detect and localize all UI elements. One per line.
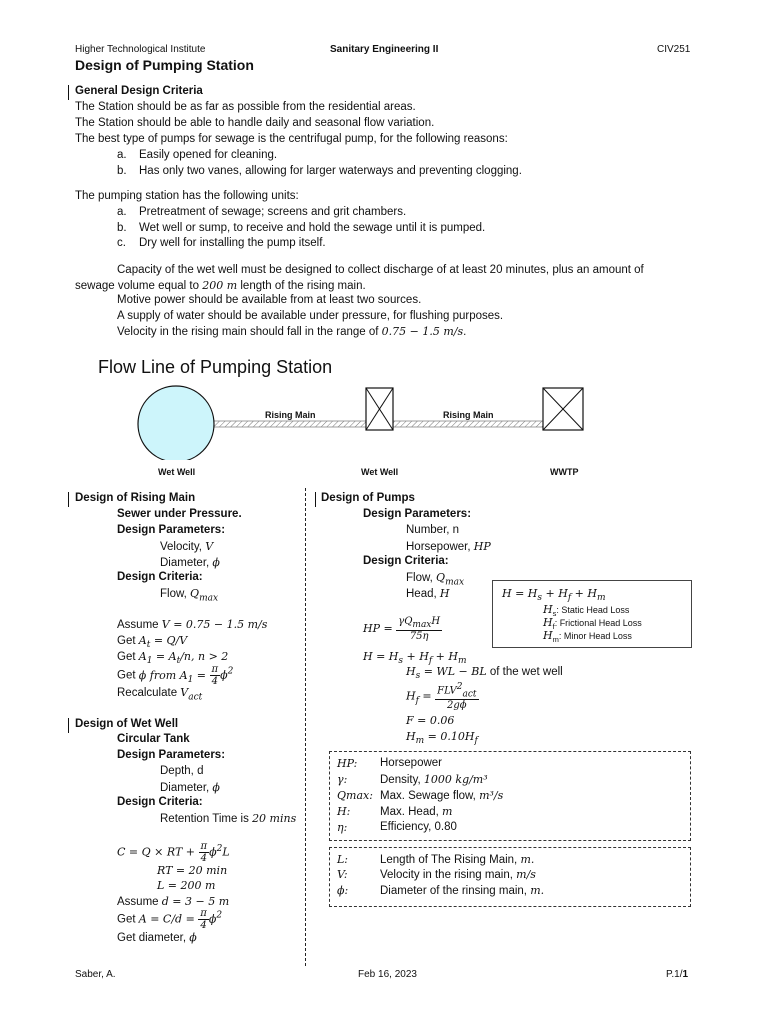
legend-entry bbox=[380, 773, 488, 786]
legend-text: Max. Sewage flow, bbox=[380, 790, 476, 802]
rising-sub: Sewer under Pressure. bbox=[117, 508, 242, 520]
rising-get-phi-eq: = bbox=[193, 668, 210, 682]
flow-diagram bbox=[0, 380, 768, 460]
pumps-param-hp-sym: HP bbox=[473, 540, 491, 553]
rising-get-phi-num: π bbox=[211, 664, 219, 675]
pumps-criteria-flow bbox=[406, 571, 464, 587]
head-loss-eq-mid: + H bbox=[542, 587, 568, 600]
legend-math: m bbox=[442, 805, 453, 818]
wet-well-circle bbox=[138, 386, 214, 460]
rising-criteria-flow-text: Flow, bbox=[160, 588, 187, 600]
hf-formula-sub: f bbox=[415, 695, 419, 706]
footer-date: Feb 16, 2023 bbox=[358, 969, 417, 980]
hs-formula-rest: = WL − BL bbox=[420, 665, 487, 678]
head-loss-eq-f: f bbox=[567, 593, 572, 604]
rising-criteria-flow-sub: max bbox=[199, 593, 219, 604]
legend-text: Diameter of the rinsing main, bbox=[380, 885, 528, 897]
rising-params-label: Design Parameters: bbox=[117, 524, 226, 536]
hs-formula-tail: of the wet well bbox=[489, 666, 563, 678]
head-loss-item-sym: H bbox=[543, 616, 553, 629]
wetwell-assume bbox=[117, 895, 229, 908]
head-loss-eq-a: H = H bbox=[502, 587, 538, 600]
legend-text: Length of The Rising Main, bbox=[380, 854, 518, 866]
head-loss-item bbox=[543, 629, 632, 644]
hs-formula-sub: s bbox=[415, 671, 421, 682]
rising-get-phi-sub: 1 bbox=[187, 674, 194, 685]
rising-assume-pre: Assume bbox=[117, 619, 159, 631]
head-loss-equation bbox=[502, 587, 606, 603]
wetwell-retention-pre: Retention Time is bbox=[160, 813, 249, 825]
wetwell-get-diameter bbox=[117, 931, 197, 944]
pumps-param-hp-text: Horsepower, bbox=[406, 541, 471, 553]
list-marker: c. bbox=[117, 237, 126, 249]
head-loss-item-sub: f bbox=[552, 621, 555, 631]
general-heading: General Design Criteria bbox=[75, 85, 203, 97]
head-loss-item-text: : Minor Head Loss bbox=[558, 631, 632, 641]
head-formula-mid: + H bbox=[403, 650, 429, 663]
hp-formula-lhs: HP = bbox=[363, 622, 397, 635]
wetwell-param-diameter-text: Diameter, bbox=[160, 782, 210, 794]
hm-formula bbox=[406, 730, 478, 746]
rising-get-a1-rest: /n, n > 2 bbox=[180, 650, 229, 663]
wetwell-eq-c-tail: L bbox=[222, 845, 230, 859]
hm-formula-sub: m bbox=[415, 736, 425, 747]
rising-get-phi-sup: 2 bbox=[227, 666, 234, 677]
hf-formula bbox=[406, 682, 479, 711]
rising-recalc-sub: act bbox=[188, 692, 203, 703]
rising-get-at-rest: = Q/V bbox=[150, 634, 188, 647]
list-marker: b. bbox=[117, 165, 127, 177]
wetwell-assume-pre: Assume bbox=[117, 896, 159, 908]
section-marker bbox=[68, 85, 69, 100]
rising-recalc bbox=[117, 686, 202, 702]
rising-criteria-label: Design Criteria: bbox=[117, 571, 203, 583]
head-loss-item-text: : Frictional Head Loss bbox=[554, 618, 642, 628]
wetwell-assume-math: d = 3 − 5 m bbox=[161, 895, 230, 908]
hs-formula-lhs: H bbox=[406, 665, 416, 678]
legend-entry bbox=[380, 789, 503, 802]
rising-get-phi bbox=[117, 664, 233, 687]
capacity-math: 200 m bbox=[202, 279, 238, 292]
rising-param-diameter bbox=[160, 556, 220, 569]
pumps-criteria-head-text: Head, bbox=[406, 588, 437, 600]
wetwell-retention bbox=[160, 812, 296, 825]
rising-param-diameter-sym: ϕ bbox=[212, 556, 220, 569]
wetwell-eq-rt: RT = 20 min bbox=[157, 864, 228, 877]
rising-criteria-flow bbox=[160, 587, 218, 603]
motive-text: Motive power should be available from at least two sources. bbox=[117, 294, 422, 306]
rising-get-a1-sub: 1 bbox=[146, 656, 153, 667]
pumps-criteria-head-sym: H bbox=[439, 587, 450, 600]
hm-formula-rest-sub: f bbox=[474, 736, 478, 747]
section-marker bbox=[68, 492, 69, 507]
hm-formula-lhs: H bbox=[406, 730, 416, 743]
wetwell-criteria-label: Design Criteria: bbox=[117, 796, 203, 808]
head-formula-m: m bbox=[458, 656, 467, 667]
legend-math: 1000 kg/m³ bbox=[423, 773, 488, 786]
rising-get-at-pre: Get bbox=[117, 635, 136, 647]
rising-param-velocity-sym: V bbox=[205, 540, 214, 553]
legend-symbol: ϕ: bbox=[337, 884, 349, 897]
supply-text: A supply of water should be available under pressure, for flushing purposes. bbox=[117, 310, 504, 322]
head-loss-item-sub: s bbox=[552, 608, 557, 618]
section-marker bbox=[68, 718, 69, 733]
footer-page-total: 1 bbox=[682, 969, 689, 980]
rising-main-pipe-1 bbox=[214, 421, 366, 427]
pumps-criteria-flow-sym: Q bbox=[436, 571, 446, 584]
pumps-criteria-flow-text: Flow, bbox=[406, 572, 433, 584]
legend-symbol: HP: bbox=[337, 757, 358, 770]
wetwell-get-a-sup: 2 bbox=[216, 910, 223, 921]
footer-author: Saber, A. bbox=[75, 969, 116, 980]
pumps-criteria-flow-sub: max bbox=[445, 577, 465, 588]
wetwell-sub: Circular Tank bbox=[117, 733, 190, 745]
hf-formula-den: 2gϕ bbox=[447, 700, 467, 712]
hp-formula-den: 75η bbox=[409, 631, 429, 642]
wetwell-get-a-den: 4 bbox=[200, 920, 207, 931]
legend-text: Velocity in the rising main, bbox=[380, 869, 513, 881]
legend-symbol: η: bbox=[337, 821, 348, 834]
velocity-pre: Velocity in the rising main should fall in the range of bbox=[117, 326, 379, 338]
pumps-param-number: Number, n bbox=[406, 524, 460, 536]
head-loss-item-text: : Static Head Loss bbox=[556, 605, 630, 615]
legend-text: Horsepower bbox=[380, 757, 442, 769]
wetwell-params-label: Design Parameters: bbox=[117, 749, 226, 761]
rising-get-phi-pre: Get bbox=[117, 669, 136, 682]
legend-entry bbox=[380, 884, 544, 897]
legend-symbol: V: bbox=[337, 868, 348, 881]
velocity-text bbox=[117, 325, 466, 338]
list-marker: a. bbox=[117, 206, 127, 218]
rising-param-diameter-text: Diameter, bbox=[160, 557, 210, 569]
rising-assume-math: V = 0.75 − 1.5 m/s bbox=[161, 618, 268, 631]
wetwell-get-a-pre: Get bbox=[117, 913, 136, 926]
general-line: The Station should be as far as possible from the residential areas. bbox=[75, 101, 416, 113]
wetwell-get-a bbox=[117, 908, 222, 931]
wetwell-get-a-num: π bbox=[200, 908, 207, 919]
wetwell-get-diameter-sym: ϕ bbox=[189, 931, 197, 944]
rising-get-at bbox=[117, 634, 187, 650]
hf-formula-num-sup: 2 bbox=[456, 682, 463, 692]
pumps-criteria-head bbox=[406, 587, 449, 600]
list-item: Pretreatment of sewage; screens and grit chambers. bbox=[139, 206, 407, 218]
rising-get-phi-math: ϕ from A bbox=[138, 668, 188, 682]
wetwell-eq-c bbox=[117, 841, 230, 864]
pumps-criteria-label: Design Criteria: bbox=[363, 555, 449, 567]
rising-get-a1-mid: = A bbox=[152, 650, 177, 663]
footer-page bbox=[666, 969, 688, 980]
rising-param-velocity bbox=[160, 540, 213, 553]
rising-main-label-1: Rising Main bbox=[265, 410, 316, 420]
footer-page-prefix: P.1/ bbox=[666, 969, 683, 980]
head-formula bbox=[363, 650, 467, 666]
wetwell-param-diameter bbox=[160, 781, 220, 794]
document-title: Design of Pumping Station bbox=[75, 57, 254, 73]
head-loss-item-sym: H bbox=[543, 629, 553, 642]
wetwell-eq-c-math: C = Q × RT + bbox=[117, 845, 199, 859]
hf-formula-eq: = bbox=[418, 689, 436, 703]
head-formula-s: s bbox=[398, 656, 404, 667]
legend-entry bbox=[380, 868, 536, 881]
list-item: Has only two vanes, allowing for larger waterways and preventing clogging. bbox=[139, 165, 522, 177]
wetwell-eq-c-sup: 2 bbox=[216, 843, 223, 854]
legend-math: m³/s bbox=[479, 789, 504, 802]
list-marker: a. bbox=[117, 149, 127, 161]
course-code: CIV251 bbox=[657, 44, 691, 55]
head-formula-f: f bbox=[428, 656, 433, 667]
head-loss-eq-m: m bbox=[597, 593, 606, 604]
rising-assume bbox=[117, 618, 267, 631]
head-loss-eq-s: s bbox=[537, 593, 543, 604]
capacity-text: Capacity of the wet well must be designed to collect discharge of at least 20 minutes, plus an amount of bbox=[117, 264, 644, 276]
list-item: Wet well or sump, to receive and hold the sewage until it is pumped. bbox=[139, 222, 486, 234]
wetwell-eq-c-rest: ϕ bbox=[209, 845, 217, 859]
hp-formula-num: γQ bbox=[398, 616, 413, 627]
rising-get-a1-pre: Get bbox=[117, 651, 136, 663]
capacity-text-pre: sewage volume equal to bbox=[75, 280, 200, 292]
legend-symbol: H: bbox=[337, 805, 351, 818]
rising-get-a1-math: A bbox=[138, 650, 147, 663]
hf-formula-lhs: H bbox=[406, 689, 416, 703]
hm-formula-rest: = 0.10H bbox=[424, 730, 475, 743]
head-formula-a: H = H bbox=[363, 650, 399, 663]
institute-name: Higher Technological Institute bbox=[75, 44, 206, 55]
wwtp-label: WWTP bbox=[550, 467, 579, 477]
wetwell-retention-math: 20 mins bbox=[252, 812, 297, 825]
legend-text: Efficiency, 0.80 bbox=[380, 821, 457, 833]
wetwell-heading: Design of Wet Well bbox=[75, 718, 179, 730]
rising-get-a1-sub2: t bbox=[176, 656, 181, 667]
pumps-param-hp bbox=[406, 540, 491, 553]
f-formula: F = 0.06 bbox=[406, 714, 455, 727]
rising-criteria-flow-sym: Q bbox=[190, 587, 200, 600]
legend-math: m/s bbox=[516, 868, 536, 881]
wetwell-get-a-math: A = C/d = bbox=[138, 912, 199, 926]
hf-formula-num: FLV bbox=[437, 685, 457, 697]
rising-get-phi-den: 4 bbox=[211, 676, 218, 687]
hp-formula-num-sub: max bbox=[412, 620, 432, 630]
legend-entry bbox=[380, 805, 452, 818]
general-line: The best type of pumps for sewage is the centrifugal pump, for the following reasons: bbox=[75, 133, 508, 145]
units-intro: The pumping station has the following units: bbox=[75, 190, 299, 202]
legend-entry bbox=[380, 853, 534, 866]
list-item: Dry well for installing the pump itself. bbox=[139, 237, 326, 249]
wetwell-eq-l: L = 200 m bbox=[157, 879, 216, 892]
rising-heading: Design of Rising Main bbox=[75, 492, 196, 504]
legend-text: Max. Head, bbox=[380, 806, 439, 818]
wetwell-eq-c-den: 4 bbox=[200, 853, 207, 864]
flow-title: Flow Line of Pumping Station bbox=[98, 357, 333, 377]
hp-formula bbox=[363, 616, 442, 642]
legend-math: m. bbox=[520, 853, 535, 866]
column-divider bbox=[305, 488, 306, 966]
rising-get-phi-rest: ϕ bbox=[220, 668, 228, 682]
hs-formula bbox=[406, 665, 563, 681]
head-formula-mid2: + H bbox=[432, 650, 458, 663]
head-loss-item-sub: m bbox=[552, 634, 559, 644]
list-marker: b. bbox=[117, 222, 127, 234]
wetwell-get-a-rest: ϕ bbox=[208, 912, 217, 926]
hf-formula-num-sub: act bbox=[462, 689, 477, 700]
list-item: Easily opened for cleaning. bbox=[139, 149, 278, 161]
course-name: Sanitary Engineering II bbox=[330, 44, 439, 55]
pumps-heading: Design of Pumps bbox=[321, 492, 415, 504]
rising-get-at-math: A bbox=[138, 634, 147, 647]
head-loss-eq-mid2: + H bbox=[571, 587, 597, 600]
legend-text: Density, bbox=[380, 774, 421, 786]
wetwell-param-diameter-sym: ϕ bbox=[212, 781, 220, 794]
velocity-math: 0.75 − 1.5 m/s bbox=[381, 325, 464, 338]
legend-math: m. bbox=[530, 884, 545, 897]
section-marker bbox=[315, 492, 316, 507]
legend-symbol: Qmax: bbox=[337, 789, 373, 802]
legend-symbol: L: bbox=[337, 853, 349, 866]
capacity-text-2 bbox=[75, 279, 366, 292]
rising-get-at-sub: t bbox=[146, 640, 151, 651]
rising-recalc-pre: Recalculate bbox=[117, 687, 178, 699]
wet-well-label-1: Wet Well bbox=[158, 467, 196, 477]
wet-well-label-2: Wet Well bbox=[361, 467, 399, 477]
rising-main-pipe-2 bbox=[393, 421, 543, 427]
velocity-post: . bbox=[463, 326, 467, 338]
rising-main-label-2: Rising Main bbox=[443, 410, 494, 420]
pumps-params-label: Design Parameters: bbox=[363, 508, 472, 520]
rising-recalc-math: V bbox=[180, 686, 189, 699]
wetwell-eq-c-num: π bbox=[200, 841, 208, 852]
legend-symbol: γ: bbox=[337, 773, 348, 786]
head-loss-item-sym: H bbox=[543, 603, 553, 616]
wetwell-get-diameter-pre: Get diameter, bbox=[117, 932, 187, 944]
capacity-text-post: length of the rising main. bbox=[240, 280, 366, 292]
general-line: The Station should be able to handle daily and seasonal flow variation. bbox=[75, 117, 435, 129]
hp-formula-num-tail: H bbox=[431, 616, 441, 627]
rising-param-velocity-text: Velocity, bbox=[160, 541, 202, 553]
wetwell-param-depth: Depth, d bbox=[160, 765, 204, 777]
